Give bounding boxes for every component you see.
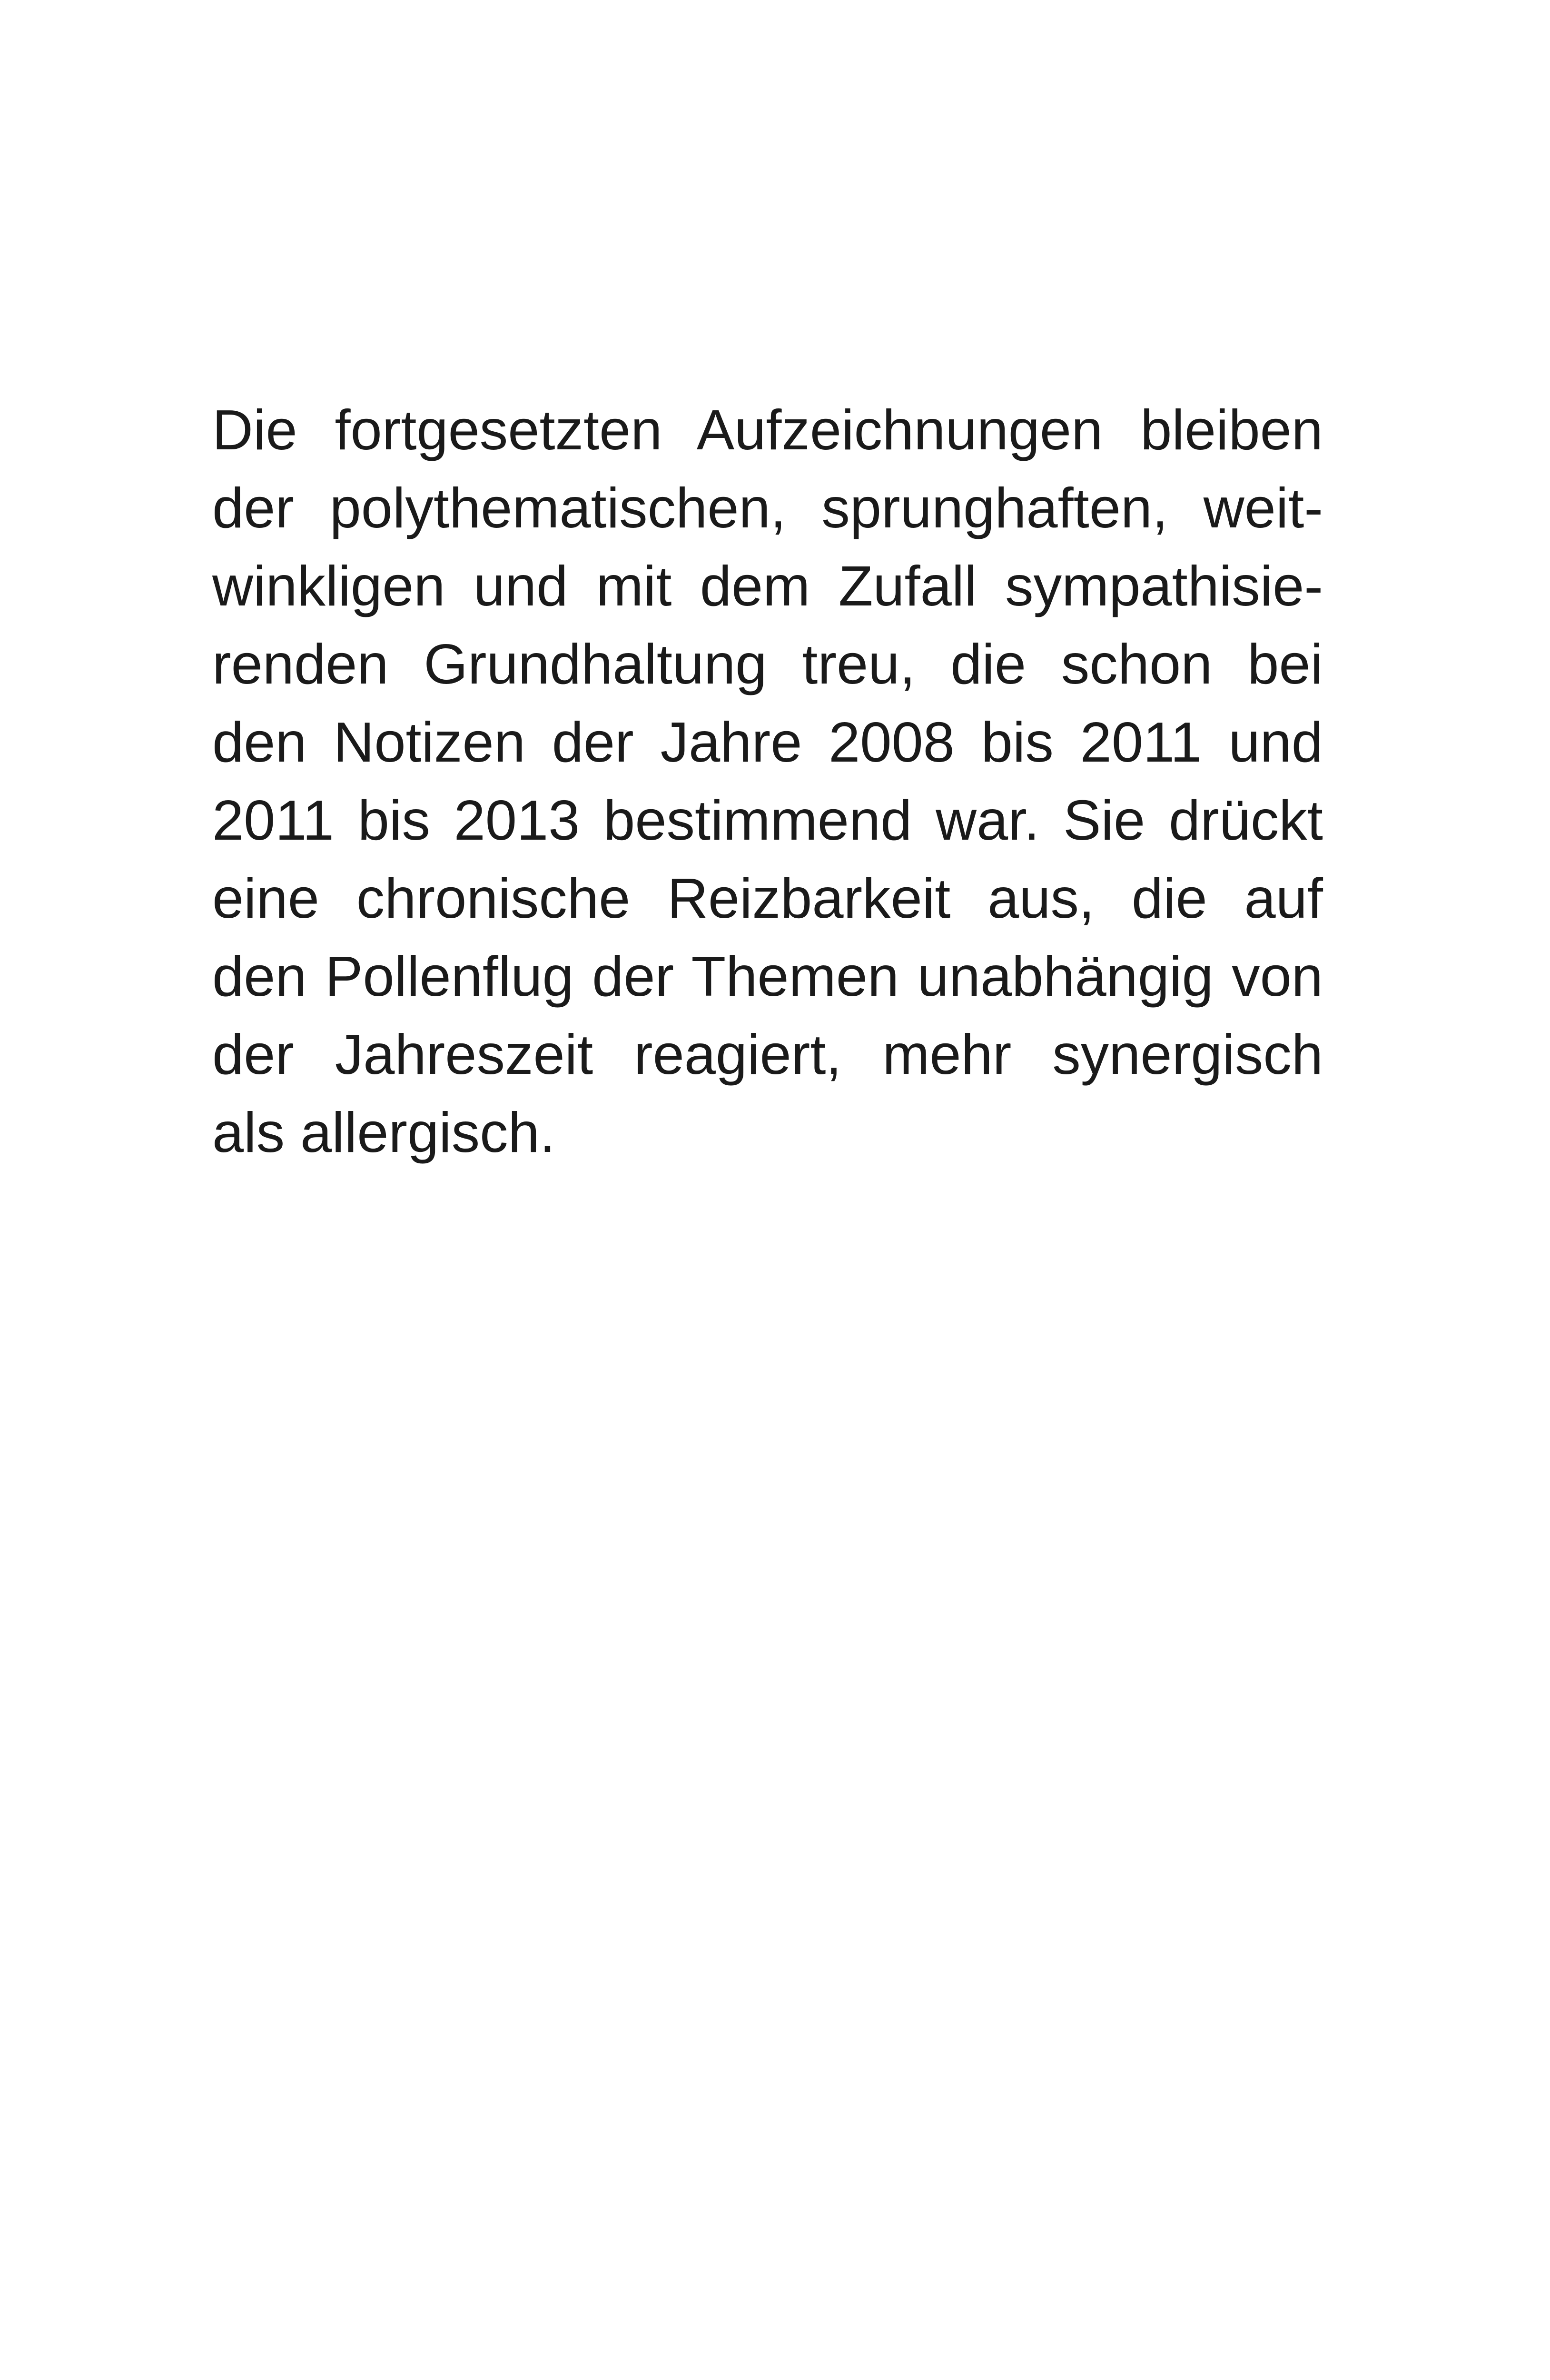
paragraph-line: Die fortgesetzten Aufzeichnungen bleiben <box>212 398 1323 462</box>
paragraph-line: 2011 bis 2013 bestimmend war. Sie drückt <box>212 789 1323 852</box>
paragraph-line: winkligen und mit dem Zufall sympathisie- <box>212 555 1323 618</box>
paragraph-line: den Pollenflug der Themen unabhängig von <box>212 945 1323 1008</box>
paragraph-line: eine chronische Reizbarkeit aus, die auf <box>212 867 1323 930</box>
paragraph-line: der polythematischen, sprunghaften, weit- <box>212 476 1323 540</box>
paragraph-line: den Notizen der Jahre 2008 bis 2011 und <box>212 711 1323 774</box>
paragraph-line: renden Grundhaltung treu, die schon bei <box>212 633 1323 696</box>
body-paragraph <box>212 391 1323 1172</box>
paragraph-line: als allergisch. <box>212 1101 555 1164</box>
paragraph-line: der Jahreszeit reagiert, mehr synergisch <box>212 1023 1323 1086</box>
